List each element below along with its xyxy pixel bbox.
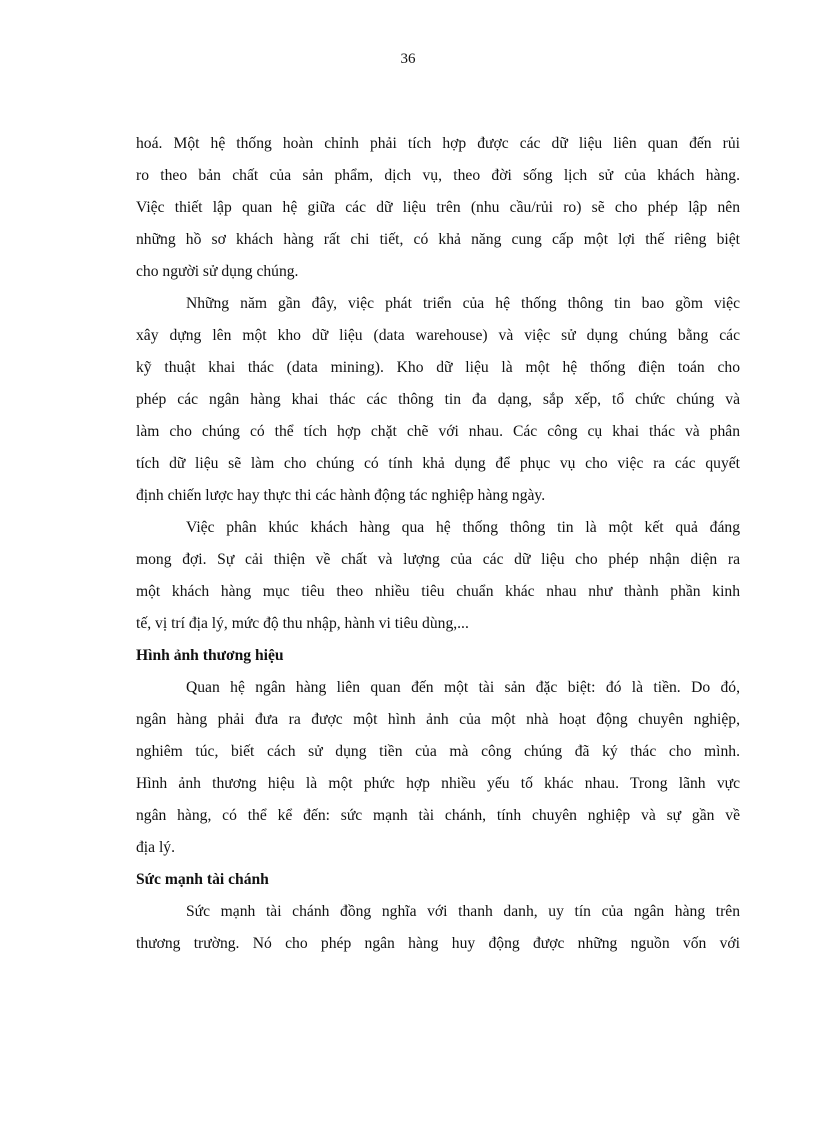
document-body (136, 128, 740, 960)
text-line: Quan hệ ngân hàng liên quan đến một tài sản đặc biệt: đó là tiền. Do đó, (186, 679, 740, 696)
text-line: tế, vị trí địa lý, mức độ thu nhập, hành vi tiêu dùng,... (136, 615, 469, 632)
section-heading-financial-strength: Sức mạnh tài chánh (136, 871, 269, 888)
text-line: Hình ảnh thương hiệu là một phức hợp nhiều yếu tố khác nhau. Trong lãnh vực (136, 775, 740, 792)
text-line: Những năm gần đây, việc phát triển của hệ thống thông tin bao gồm việc (186, 295, 740, 312)
paragraph-financial-strength (136, 896, 740, 960)
text-line: Việc thiết lập quan hệ giữa các dữ liệu trên (nhu cầu/rủi ro) sẽ cho phép lập nên (136, 199, 740, 216)
text-line: tích dữ liệu sẽ làm cho chúng có tính khả dụng để phục vụ cho việc ra các quyết (136, 455, 740, 472)
text-line: ngân hàng, có thể kể đến: sức mạnh tài chánh, tính chuyên nghiệp và sự gần về (136, 807, 740, 824)
text-line: hoá. Một hệ thống hoàn chỉnh phải tích hợp được các dữ liệu liên quan đến rủi (136, 135, 740, 152)
text-line: kỹ thuật khai thác (data mining). Kho dữ liệu là một hệ thống điện toán cho (136, 359, 740, 376)
paragraph-customer-data (136, 128, 740, 288)
section-heading-brand-image: Hình ảnh thương hiệu (136, 647, 284, 664)
text-line: định chiến lược hay thực thi các hành động tác nghiệp hàng ngày. (136, 487, 546, 504)
text-line: phép các ngân hàng khai thác các thông tin đa dạng, sắp xếp, tổ chức chúng và (136, 391, 740, 408)
paragraph-brand-image (136, 672, 740, 864)
text-line: Sức mạnh tài chánh đồng nghĩa với thanh danh, uy tín của ngân hàng trên (186, 903, 740, 920)
text-line: Việc phân khúc khách hàng qua hệ thống thông tin là một kết quả đáng (186, 519, 740, 536)
paragraph-data-warehouse (136, 288, 740, 512)
text-line: nghiêm túc, biết cách sử dụng tiền của mà công chúng đã ký thác cho mình. (136, 743, 740, 760)
text-line: địa lý. (136, 839, 175, 856)
text-line: một khách hàng mục tiêu theo nhiều tiêu chuẩn khác nhau như thành phần kinh (136, 583, 740, 600)
text-line: cho người sử dụng chúng. (136, 263, 299, 280)
text-line: những hồ sơ khách hàng rất chi tiết, có khả năng cung cấp một lợi thế riêng biệt (136, 231, 740, 248)
text-line: thương trường. Nó cho phép ngân hàng huy động được những nguồn vốn với (136, 935, 740, 952)
paragraph-segmentation (136, 512, 740, 640)
text-line: ngân hàng phải đưa ra được một hình ảnh của một nhà hoạt động chuyên nghiệp, (136, 711, 740, 728)
page-number: 36 (400, 51, 416, 67)
text-line: làm cho chúng có thể tích hợp chặt chẽ với nhau. Các công cụ khai thác và phân (136, 423, 740, 440)
text-line: xây dựng lên một kho dữ liệu (data warehouse) và việc sử dụng chúng bằng các (136, 327, 740, 344)
text-line: mong đợi. Sự cải thiện về chất và lượng của các dữ liệu cho phép nhận diện ra (136, 551, 740, 568)
text-line: ro theo bản chất của sản phẩm, dịch vụ, theo đời sống lịch sử của khách hàng. (136, 167, 740, 184)
